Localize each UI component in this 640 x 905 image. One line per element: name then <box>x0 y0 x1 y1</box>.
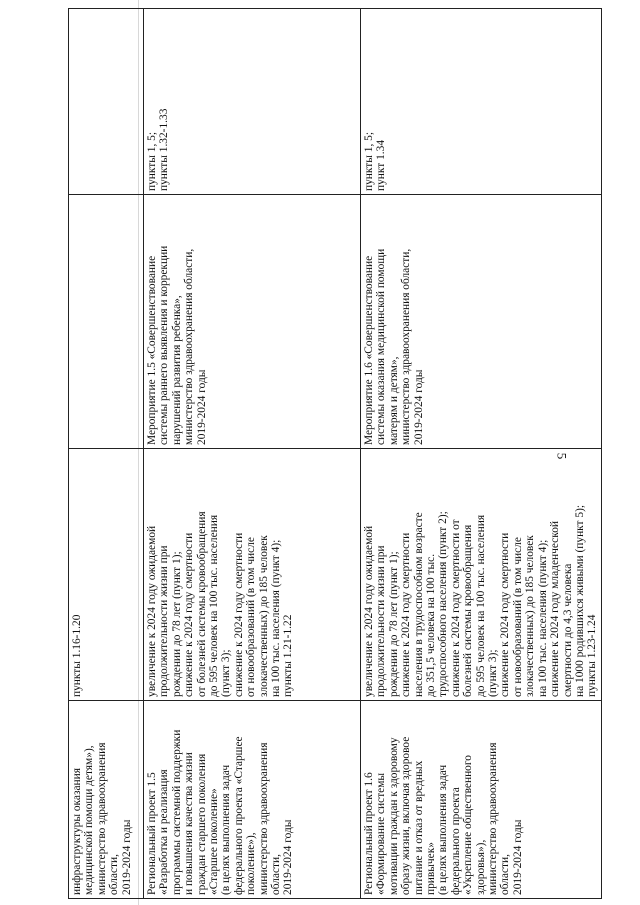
table-row <box>361 9 602 899</box>
project-cell: Региональный проект 1.6 «Формирование системы мотивации граждан к здоровому образу жизни, включая здоровое питание и отказ от вредных привычек» (в целях выполнения задач федерального проекта «Укрепление общественного здоровья»), министерство здравоохранения области, 2019-2024 годы <box>361 701 602 899</box>
indicators-cell: пункты 1, 5; пункт 1.34 <box>361 9 602 195</box>
targets-cell: пункты 1.16-1.20 <box>69 449 144 701</box>
program-table <box>68 8 602 899</box>
measure-cell: Мероприятие 1.5 «Совершенствование системы раннего выявления и коррекции нарушений развития ребенка», министерство здравоохранения области, 2019-2024 годы <box>144 195 361 449</box>
project-cell: инфраструктуры оказания медицинской помощи детям»), министерство здравоохранения области, 2019-2024 годы <box>69 701 144 899</box>
targets-cell: увеличение к 2024 году ожидаемой продолжительности жизни при рождении до 78 лет (пункт 1); снижение к 2024 году смертности населения в трудоспособном возрасте до 351,5 человека на 100 тыс. трудоспособного населения (пункт 2); снижение к 2024 году смертности от болезней системы кровообращения до 595 человек на 100 тыс. населения (пункт 3); снижение к 2024 году смертности от новообразований (в том числе злокачественных) до 185 человек на 100 тыс. населения (пункт 4); снижение к 2024 году младенческой смертности до 4,3 человека на 1000 родившихся живыми (пункт 5); пункты 1.23-1.24 <box>361 449 602 701</box>
measure-cell: Мероприятие 1.6 «Совершенствование системы оказания медицинской помощи матерям и детям», министерство здравоохранения области, 2019-2024 годы <box>361 195 602 449</box>
targets-cell: увеличение к 2024 году ожидаемой продолжительности жизни при рождении до 78 лет (пункт 1); снижение к 2024 году смертности от болезней системы кровообращения до 595 человек на 100 тыс. населения (пункт 3); снижение к 2024 году смертности от новообразований (в том числе злокачественных) до 185 человек на 100 тыс. населения (пункт 4); пункты 1.21-1.22 <box>144 449 361 701</box>
indicators-cell: пункты 1, 5; пункты 1.32-1.33 <box>144 9 361 195</box>
project-cell: Региональный проект 1.5 «Разработка и реализация программы системной поддержки и повышения качества жизни граждан старшего поколения «Старшее поколение» (в целях выполнения задач федерального проекта «Старшее поколение»), министерство здравоохранения области, 2019-2024 годы <box>144 701 361 899</box>
rotated-page <box>60 0 599 905</box>
measure-cell <box>69 195 144 449</box>
page-number: 5 <box>554 452 570 460</box>
indicators-cell <box>69 9 144 195</box>
table-row <box>69 9 144 899</box>
table-row <box>144 9 361 899</box>
